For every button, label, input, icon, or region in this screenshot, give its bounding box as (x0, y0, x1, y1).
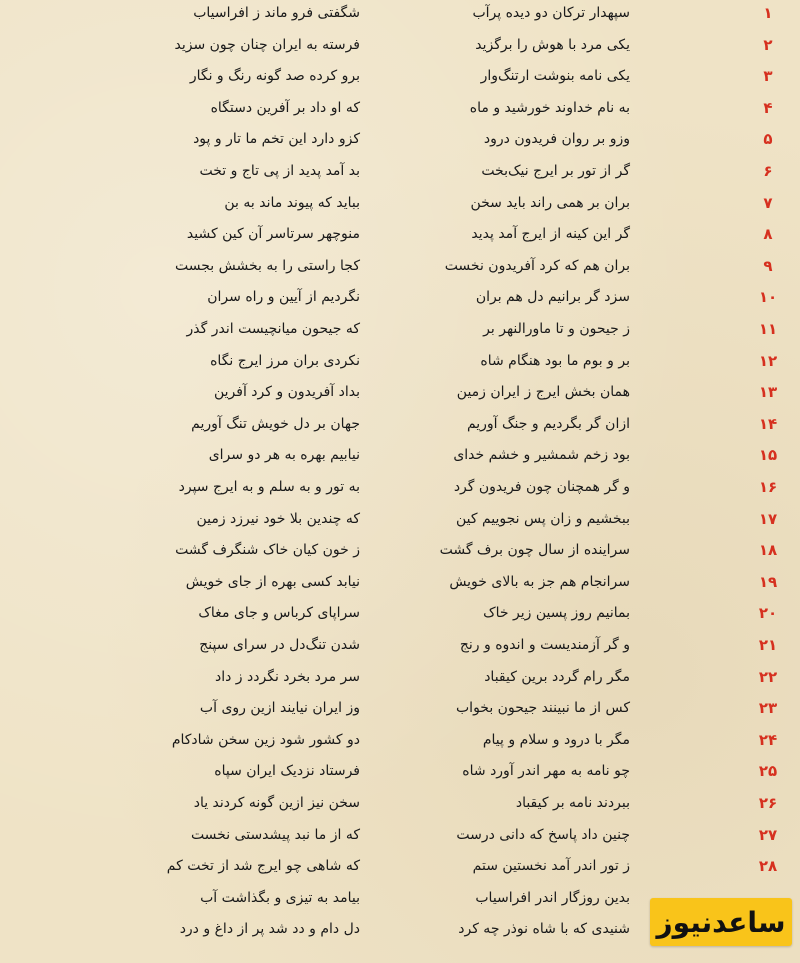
second-hemistich: برو کرده صد گونه رنگ و نگار (189, 68, 360, 85)
first-hemistich: بود زخم شمشیر و خشم خدای (453, 447, 630, 464)
verse-number: ۲۰ (758, 604, 778, 623)
second-hemistich: که او داد بر آفرین دستگاه (210, 99, 360, 116)
verse-number: ۲۸ (758, 857, 778, 876)
second-hemistich: فرسته به ایران چنان چون سزید (174, 36, 360, 53)
second-hemistich: که شاهی چو ایرج شد از تخت کم (166, 858, 360, 875)
verse-number: ۲۵ (758, 762, 778, 781)
verse-row (0, 664, 800, 696)
second-hemistich: که چندین بلا خود نیرزد زمین (196, 510, 360, 527)
verse-row (0, 822, 800, 854)
second-hemistich: که از ما نبد پیشدستی نخست (190, 826, 360, 843)
first-hemistich: بمانیم روز پسین زیر خاک (483, 605, 630, 622)
first-hemistich: بران بر همی راند باید سخن (470, 194, 630, 211)
first-hemistich: ازان گر بگردیم و جنگ آوریم (466, 415, 630, 432)
verse-number: ۱۲ (758, 351, 778, 370)
verse-number: ۲۳ (758, 699, 778, 718)
first-hemistich: یکی مرد با هوش را برگزید (475, 36, 630, 53)
second-hemistich: ز خون کیان خاک شنگرف گشت (175, 542, 360, 559)
verse-number: ۱۳ (758, 383, 778, 402)
first-hemistich: گر این کینه از ایرج آمد پدید (471, 226, 630, 243)
second-hemistich: بیامد به تیزی و بگذاشت آب (200, 889, 360, 906)
verse-number: ۳ (763, 67, 773, 86)
verse-number: ۱۸ (758, 541, 778, 560)
first-hemistich: بدین روزگار اندر افراسیاب (475, 889, 630, 906)
verse-number: ۲۷ (758, 825, 778, 844)
second-hemistich: جهان بر دل خویش تنگ آوریم (191, 415, 360, 432)
verse-number: ۱۱ (758, 320, 778, 338)
verse-row (0, 63, 800, 95)
verse-number: ۲۲ (758, 667, 778, 686)
first-hemistich: یکی نامه بنوشت ارتنگ‌وار (480, 68, 630, 85)
second-hemistich: نکردی بران مرز ایرج نگاه (210, 352, 360, 369)
first-hemistich: بر و بوم ما بود هنگام شاه (480, 352, 630, 369)
second-hemistich: فرستاد نزدیک ایران سپاه (214, 763, 360, 780)
second-hemistich: وز ایران نیایند ازین روی آب (199, 700, 360, 717)
saednews-logo: ساعدنیوز (650, 898, 792, 946)
second-hemistich: نیابیم بهره به هر دو سرای (208, 447, 360, 464)
verse-row (0, 284, 800, 316)
verse-row (0, 537, 800, 569)
second-hemistich: شگفتی فرو ماند ز افراسیاب (193, 5, 360, 21)
first-hemistich: و گر آزمندیست و اندوه و رنج (459, 637, 630, 653)
verse-number: ۹ (763, 256, 773, 275)
verse-row (0, 632, 800, 664)
first-hemistich: همان بخش ایرج ز ایران زمین (456, 384, 630, 401)
first-hemistich: ببردند نامه بر کیقباد (515, 795, 630, 811)
verse-row (0, 411, 800, 443)
first-hemistich: چو نامه به مهر اندر آورد شاه (462, 763, 630, 780)
second-hemistich: نگردیم از آیین و راه سران (207, 289, 360, 306)
second-hemistich: منوچهر سرتاسر آن کین کشید (186, 226, 360, 243)
verse-number: ۱۴ (758, 414, 778, 433)
first-hemistich: مگر رام گردد برین کیقباد (484, 668, 630, 685)
verse-row (0, 158, 800, 190)
second-hemistich: نیابد کسی بهره از جای خویش (185, 573, 360, 590)
verse-row (0, 569, 800, 601)
first-hemistich: بران هم که کرد آفریدون نخست (444, 257, 630, 274)
second-hemistich: شدن تنگ‌دل در سرای سپنج (199, 637, 360, 653)
verse-row (0, 790, 800, 822)
verse-number: ۲ (763, 35, 773, 54)
verse-row (0, 348, 800, 380)
verse-number: ۸ (763, 225, 773, 244)
first-hemistich: گر از تور بر ایرج نیک‌بخت (481, 163, 630, 179)
verse-number: ۱۹ (758, 572, 778, 591)
verse-row (0, 126, 800, 158)
first-hemistich: و گر همچنان چون فریدون گرد (453, 479, 630, 495)
verse-number: ۱۶ (758, 478, 778, 496)
first-hemistich: مگر با درود و سلام و پیام (482, 731, 630, 748)
second-hemistich: بد آمد پدید از پی تاج و تخت (199, 163, 360, 179)
verse-row (0, 379, 800, 411)
first-hemistich: به نام خداوند خورشید و ماه (469, 99, 630, 116)
first-hemistich: سرانجام هم جز به بالای خویش (449, 573, 630, 590)
verse-row (0, 221, 800, 253)
second-hemistich: که جیحون میانچیست اندر گذر (186, 321, 360, 337)
first-hemistich: ز تور اندر آمد نخستین ستم (472, 858, 630, 875)
first-hemistich: سراینده از سال چون برف گشت (439, 542, 630, 559)
verse-row (0, 695, 800, 727)
verse-row (0, 853, 800, 885)
verse-number: ۱۵ (758, 446, 778, 465)
second-hemistich: بداد آفریدون و کرد آفرین (213, 384, 360, 401)
verse-row (0, 727, 800, 759)
second-hemistich: دل دام و دد شد پر از داغ و درد (179, 921, 360, 938)
verse-number: ۱ (763, 4, 773, 22)
verse-row (0, 253, 800, 285)
verse-number: ۱۰ (758, 288, 778, 307)
verse-row (0, 474, 800, 506)
second-hemistich: بباید که پیوند ماند به بن (224, 194, 360, 211)
verse-row (0, 758, 800, 790)
verse-row (0, 32, 800, 64)
verse-row (0, 316, 800, 348)
first-hemistich: چنین داد پاسخ که دانی درست (456, 826, 630, 843)
verse-number: ۲۱ (758, 636, 778, 654)
verse-number: ۲۶ (758, 794, 778, 812)
verse-number: ۲۴ (758, 730, 778, 749)
second-hemistich: دو کشور شود زین سخن شادکام (171, 731, 360, 748)
first-hemistich: شنیدی که با شاه نوذر چه کرد (458, 921, 630, 938)
second-hemistich: کزو دارد این تخم ما تار و پود (193, 131, 360, 148)
verse-row (0, 0, 800, 32)
first-hemistich: وزو بر روان فریدون درود (483, 131, 630, 148)
verse-row (0, 600, 800, 632)
first-hemistich: ز جیحون و تا ماورالنهر بر (483, 321, 630, 337)
verse-number: ۵ (763, 130, 773, 149)
second-hemistich: سر مرد بخرد نگردد ز داد (215, 668, 360, 685)
second-hemistich: به تور و به سلم و به ایرج سپرد (178, 479, 360, 495)
verse-row (0, 442, 800, 474)
first-hemistich: سپهدار ترکان دو دیده پرآب (472, 5, 630, 21)
first-hemistich: کس از ما نبینند جیحون بخواب (456, 700, 630, 717)
second-hemistich: کجا راستی را به بخشش بجست (175, 257, 360, 274)
verse-row (0, 506, 800, 538)
first-hemistich: ببخشیم و زان پس نجوییم کین (455, 510, 630, 527)
verse-number: ۷ (763, 193, 773, 212)
first-hemistich: سزد گر برانیم دل هم بران (475, 289, 630, 306)
verse-row (0, 95, 800, 127)
second-hemistich: سخن نیز ازین گونه کردند یاد (193, 795, 360, 811)
second-hemistich: سراپای کرباس و جای مغاک (198, 605, 360, 622)
verse-number: ۶ (763, 162, 773, 180)
verse-number: ۱۷ (758, 509, 778, 528)
verse-number: ۴ (763, 98, 773, 117)
verse-row (0, 190, 800, 222)
